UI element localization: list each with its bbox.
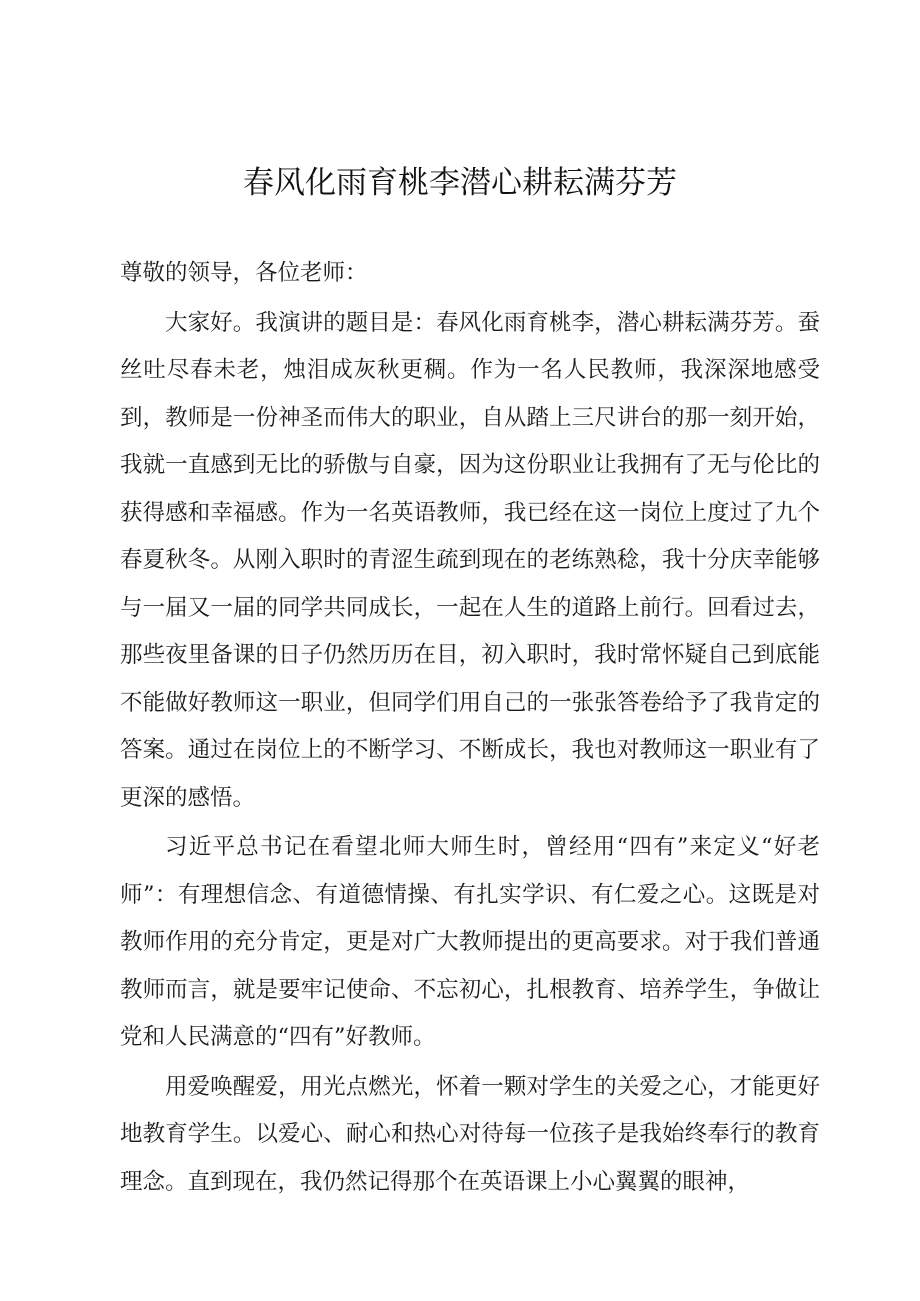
document-body — [120, 250, 820, 1206]
salutation: 尊敬的领导，各位老师： — [120, 260, 368, 286]
paragraph-3: 用爱唤醒爱，用光点燃光，怀着一颗对学生的关爱之心，才能更好地教育学生。以爱心、耐心和热心对待每一位孩子是我始终奉行的教育理念。直到现在，我仍然记得那个在英语课上小心翼翼的眼神， — [120, 1073, 820, 1195]
paragraph-2: 习近平总书记在看望北师大师生时，曾经用“四有”来定义“好老师”：有理想信念、有道德情操、有扎实学识、有仁爱之心。这既是对教师作用的充分肯定，更是对广大教师提出的更高要求。对于我们普通教师而言，就是要牢记使命、不忘初心，扎根教育、培养学生，争做让党和人民满意的“四有”好教师。 — [120, 834, 820, 1050]
paragraph-1: 大家好。我演讲的题目是：春风化雨育桃李，潜心耕耘满芬芳。蚕丝吐尽春未老，烛泪成灰秋更稠。作为一名人民教师，我深深地感受到，教师是一份神圣而伟大的职业，自从踏上三尺讲台的那一刻开始，我就一直感到无比的骄傲与自豪，因为这份职业让我拥有了无与伦比的获得感和幸福感。作为一名英语教师，我已经在这一岗位上度过了九个春夏秋冬。从刚入职时的青涩生疏到现在的老练熟稔，我十分庆幸能够与一届又一届的同学共同成长，一起在人生的道路上前行。回看过去，那些夜里备课的日子仍然历历在目，初入职时，我时常怀疑自己到底能不能做好教师这一职业，但同学们用自己的一张张答卷给予了我肯定的答案。通过在岗位上的不断学习、不断成长，我也对教师这一职业有了更深的感悟。 — [120, 309, 820, 811]
document-title: 春风化雨育桃李潜心耕耘满芬芳 — [243, 165, 677, 201]
